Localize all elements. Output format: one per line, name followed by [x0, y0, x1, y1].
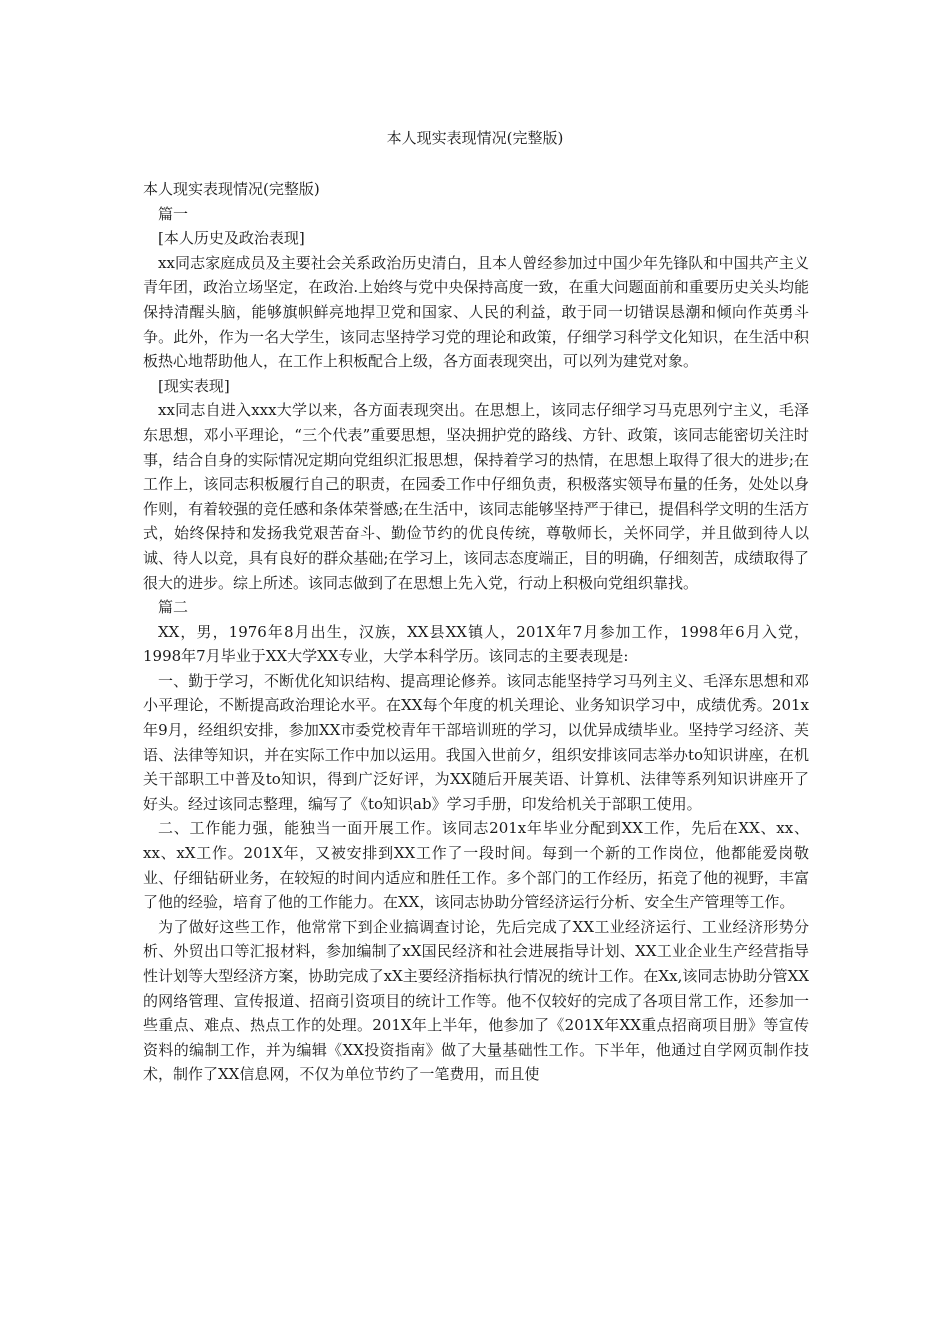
paragraph-work-details: 为了做好这些工作，他常常下到企业搞调查讨论，先后完成了XX工业经济运行、工业经济形势分析、外贸出口等汇报材料，参加编制了xX国民经济和社会进展指导计划、XX工业企业生产经营指导性计划等大型经济方案，协助完成了xX主要经济指标执行情况的统计工作。在Xx,该同志协助分管XX的网络管理、宣传报道、招商引资项目的统计工作等。他不仅较好的完成了各项目常工作，还参加一些重点、难点、热点工作的处理。201X年上半年，他参加了《201X年XX重点招商项目册》等宣传资料的编制工作，并为编辑《XX投资指南》做了大量基础性工作。下半年，他通过自学网页制作技术，制作了XX信息网，不仅为单位节约了一笔费用，而且使 — [143, 917, 809, 1084]
subsection-heading-history-politics: [本人历史及政治表现] — [158, 229, 305, 248]
body-subtitle: 本人现实表现情况(完整版) — [143, 180, 320, 198]
paragraph-current-performance: xx同志自进入xxx大学以来，各方面表现突出。在思想上，该同志仔细学习马克思列宁主义，毛泽东思想，邓小平理论，“三个代表”重要思想，坚决拥护党的路线、方针、政策，该同志能密切关注时事，结合自身的实际情况定期向党组织汇报思想，保持着学习的热情，在思想上取得了很大的进步;在工作上，该同志积板履行自己的职责，在园委工作中仔细负责，积极落实领导布量的任务，处处以身作则，有着较强的竞任感和条体荣誉感;在生活中，该同志能够坚持严于律已，提倡科学文明的生活方式，始终保持和发扬我党艰苦奋斗、勤俭节约的优良传统，尊敬师长，关怀同学，并且做到待人以诚、待人以竞，具有良好的群众基础;在学习上，该同志态度端正，目的明确，仔细刻苦，成绩取得了很大的进步。综上所述。该同志做到了在思想上先入党，行动上积极向党组织靠找。 — [143, 401, 809, 592]
paragraph-point-one-study: 一、勤于学习，不断优化知识结构、提高理论修养。该同志能坚持学习马列主义、毛泽东思想和邓小平理论，不断提高政治理论水平。在XX每个年度的机关理论、业务知识学习中，成绩优秀。201x年9月，经组织安排，参加XX市委党校青年干部培训班的学习，以优异成绩毕业。坚持学习经济、芙语、法律等知识，并在实际工作中加以运用。我国入世前夕，组织安排该同志举办to知识讲座，在机关干部职工中普及to知识，得到广泛好评，为XX随后开展芙语、计算机、法律等系列知识讲座开了好头。经过该同志整理，编写了《to知识ab》学习手册，印发给机关于部职工使用。 — [143, 671, 809, 813]
section-heading-part-two: 篇二 — [158, 598, 189, 617]
paragraph-point-two-ability: 二、工作能力强，能独当一面开展工作。该同志201x年毕业分配到XX工作，先后在XX、xx、xx、xX工作。201X年，又被安排到XX工作了一段时间。每到一个新的工作岗位，他都能爱岗敬业、仔细钻研业务，在较短的时间内适应和胜任工作。多个部门的工作经历，拓竞了他的视野，丰富了他的经验，培育了他的工作能力。在XX，该同志协助分管经济运行分析、安全生产管理等工作。 — [143, 819, 809, 912]
subsection-heading-current-performance: [现实表现] — [158, 376, 230, 395]
document-body — [143, 177, 809, 1087]
paragraph-history-politics: xx同志家庭成员及主要社会关系政治历史清白，且本人曾经参加过中国少年先锋队和中国共产主义青年团，政治立场坚定，在政治.上始终与党中央保持高度一致，在重大问题面前和重要历史关头均能保持清醒头脑，能够旗帜鲜亮地捍卫党和国家、人民的利益，敢于同一切错误恳潮和倾向作英勇斗争。此外，作为一名大学生，该同志坚持学习党的理论和政策，仔细学习科学文化知识，在生活中积板热心地帮助他人，在工作上积板配合上级，各方面表现突出，可以列为建党对象。 — [143, 253, 809, 371]
section-heading-part-one: 篇一 — [158, 204, 189, 223]
paragraph-personal-info: XX，男，1976年8月出生，汉族，XX县XX镇人，201X年7月参加工作，1998年6月入党，1998年7月毕业于XX大学XX专业，大学本科学历。该同志的主要表现是: — [143, 622, 809, 666]
document-title: 本人现实表现情况(完整版) — [386, 129, 564, 147]
